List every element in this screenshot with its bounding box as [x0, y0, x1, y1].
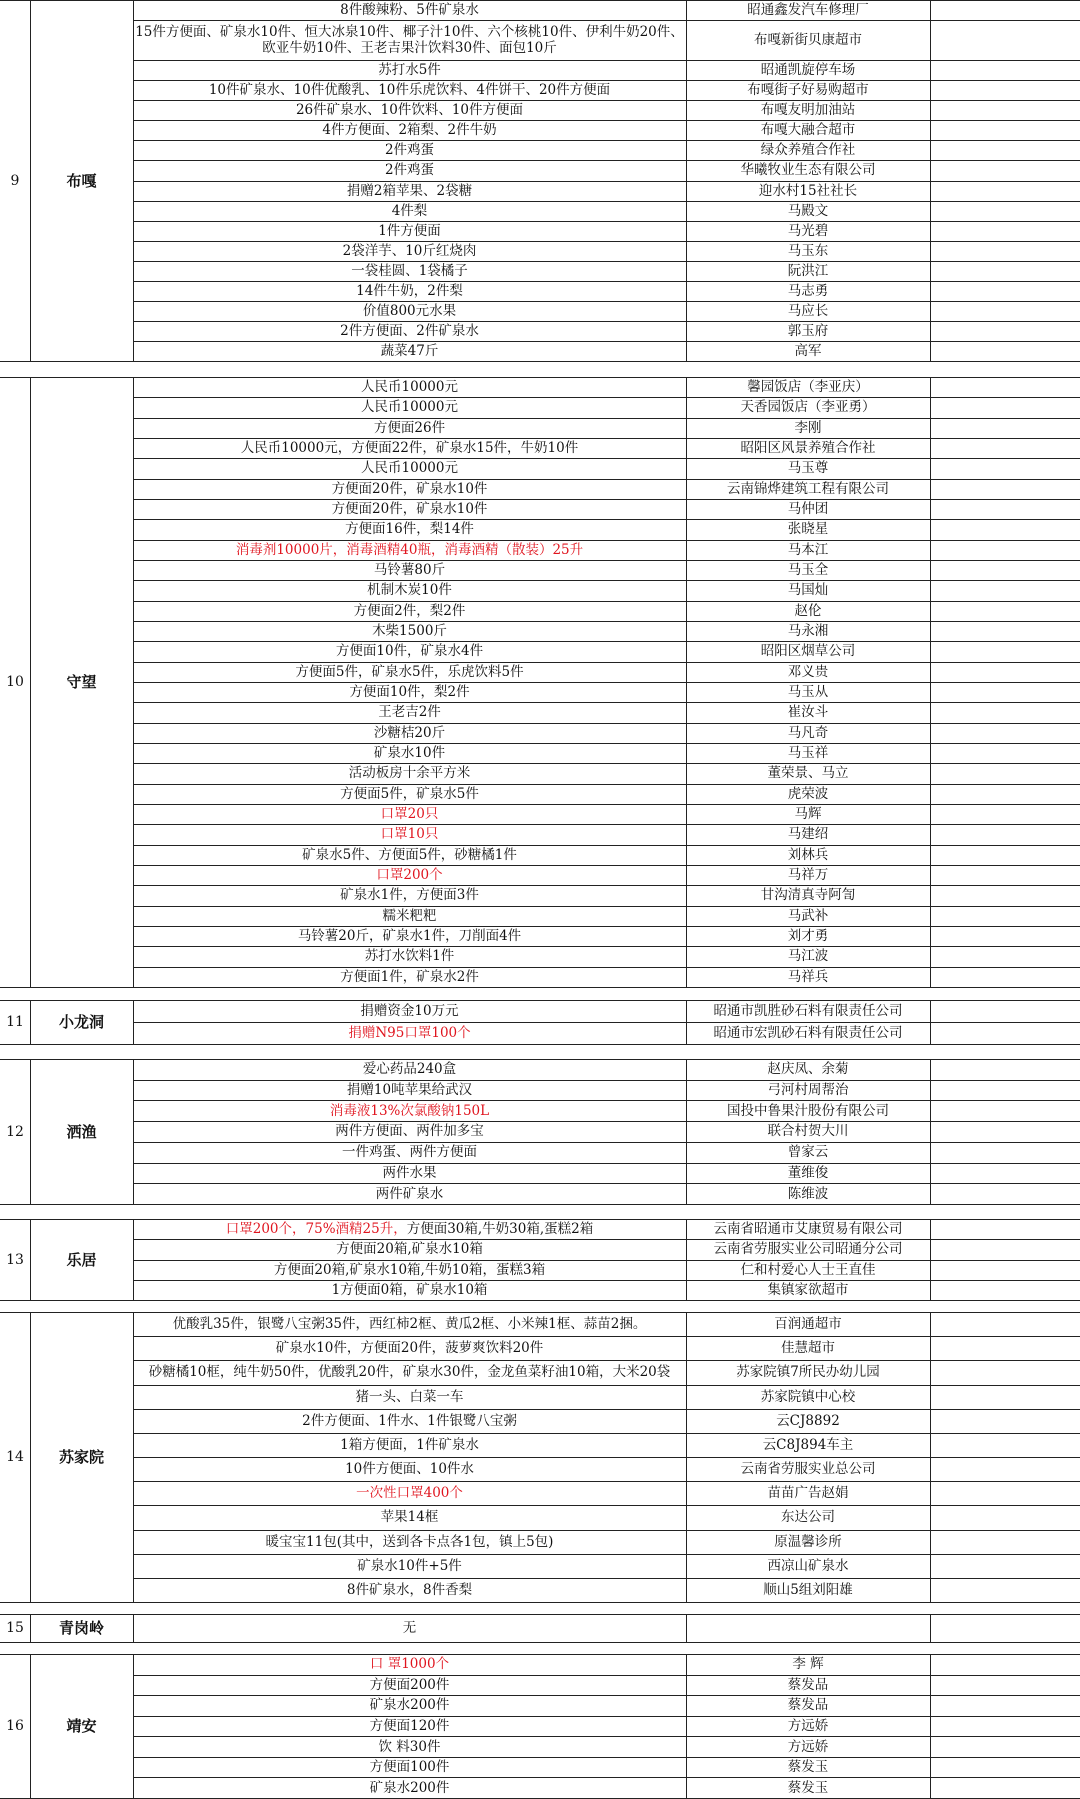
- column-rule: [686, 1654, 687, 1798]
- donation-item: 矿泉水1件，方便面3件: [340, 887, 479, 904]
- donor-name: 马玉东: [787, 242, 829, 259]
- donor-name: 蔡发玉: [787, 1779, 829, 1796]
- donor-name: 马祥万: [787, 867, 829, 884]
- donor-name: 蔡发玉: [787, 1759, 829, 1776]
- donation-item: 人民币10000元: [361, 460, 458, 477]
- donor-name: 马永湘: [787, 623, 829, 640]
- donation-item: 人民币10000元: [361, 399, 458, 416]
- donation-item: 两件方便面、两件加多宝: [335, 1123, 484, 1140]
- column-rule: [686, 0, 687, 361]
- donation-item: 矿泉水200件: [369, 1779, 450, 1796]
- donation-item: 优酸乳35件，银鹭八宝粥35件，西红柿2框、黄瓜2框、小米辣1框、蒜苗2捆。: [172, 1316, 647, 1333]
- donation-item: 4件梨: [391, 202, 428, 219]
- column-rule: [686, 377, 687, 987]
- donor-name: 馨园饭店（李亚庆）: [747, 379, 869, 396]
- donor-name: 李 辉: [792, 1656, 824, 1673]
- donor-name: 昭通市凯胜砂石料有限责任公司: [713, 1003, 903, 1019]
- donor-name: 云南省劳服实业总公司: [740, 1461, 876, 1478]
- donation-item: 一件鸡蛋、两件方便面: [342, 1144, 477, 1161]
- donation-item: 暖宝宝11包(其中，送到各卡点各1包，镇上5包): [265, 1533, 554, 1550]
- donation-item: [135, 1219, 684, 1239]
- table-rule: [0, 1300, 1080, 1301]
- column-rule: [30, 1000, 31, 1044]
- donor-name: 佳慧超市: [781, 1340, 835, 1357]
- table-rule: [0, 1044, 1080, 1045]
- column-rule: [133, 1219, 134, 1300]
- donor-name: 华曦牧业生态有限公司: [740, 162, 876, 179]
- donor-name: 董维俊: [787, 1164, 829, 1181]
- donor-name: 马玉全: [787, 562, 829, 579]
- donation-item: 4件方便面、2箱梨、2件牛奶: [322, 122, 497, 139]
- donor-name: 天香园饭店（李亚勇）: [740, 399, 876, 416]
- donor-name: 马玉祥: [787, 745, 829, 762]
- column-rule: [930, 1059, 931, 1204]
- group-number: 11: [6, 1014, 24, 1030]
- donation-item: 方便面2件，梨2件: [353, 602, 466, 619]
- donation-item: 方便面10件，梨2件: [349, 684, 470, 701]
- donor-name: 集镇家欲超市: [767, 1281, 849, 1298]
- donor-name: 曾家云: [787, 1144, 829, 1161]
- donor-name: 马国灿: [787, 582, 829, 599]
- donation-item: 人民币10000元: [361, 379, 458, 396]
- column-rule: [30, 0, 31, 361]
- donation-item: 价值800元水果: [362, 302, 457, 319]
- donor-name: 云C8J894车主: [762, 1436, 854, 1453]
- donation-item: 活动板房十余平方米: [348, 765, 471, 782]
- donation-item: 口罩20只: [380, 806, 439, 823]
- group-number: 9: [10, 172, 20, 189]
- donation-item: 蔬菜47斤: [380, 342, 439, 359]
- donation-item: 方便面1件，矿泉水2件: [340, 968, 479, 985]
- donor-name: 张晓星: [787, 521, 829, 538]
- donor-name: 布嘎友明加油站: [760, 102, 856, 119]
- donation-item: 无: [402, 1620, 417, 1636]
- donation-item: 马铃薯20斤，矿泉水1件，刀削面4件: [297, 928, 522, 945]
- donor-name: 布嘎大融合超市: [760, 122, 856, 139]
- donation-item: 木柴1500斤: [372, 623, 447, 640]
- donor-name: 马殿文: [787, 202, 829, 219]
- town-name: 守望: [66, 673, 97, 691]
- donor-name: 马建绍: [787, 826, 829, 843]
- donation-item: 马铃薯80斤: [373, 562, 446, 579]
- column-rule: [133, 1654, 134, 1798]
- donation-item: 方便面10件，矿泉水4件: [335, 643, 484, 660]
- donor-name: 云CJ8892: [776, 1412, 840, 1429]
- donor-name: 布嘎街子好易购超市: [747, 82, 869, 99]
- donation-item: 方便面16件，梨14件: [345, 521, 474, 538]
- donation-item: 15件方便面、矿泉水10件、恒大冰泉10件、椰子汁10件、六个核桃10件、伊利牛奶20件、欧亚牛奶10件、王老吉果汁饮料30件、面包10斤: [135, 24, 684, 57]
- donor-name: 弓河村周帮治: [767, 1082, 849, 1099]
- donation-item: 糯米粑粑: [382, 907, 437, 924]
- donor-name: 布嘎新街贝康超市: [754, 32, 862, 49]
- donor-name: 昭通凯旋停车场: [760, 62, 856, 79]
- donor-name: 马应长: [787, 302, 829, 319]
- donor-name: 马玉尊: [787, 460, 829, 477]
- donation-item: 矿泉水200件: [369, 1697, 450, 1714]
- donation-item: 14件牛奶，2件梨: [356, 282, 463, 299]
- donor-name: 西凉山矿泉水: [767, 1557, 849, 1574]
- donation-item: 消毒液13%次氯酸钠150L: [329, 1102, 490, 1119]
- donor-name: 东达公司: [781, 1509, 835, 1526]
- donor-name: 方远娇: [787, 1717, 829, 1734]
- donation-item: 方便面200件: [369, 1676, 450, 1693]
- donor-name: 苗苗广告赵娟: [767, 1485, 849, 1502]
- donor-name: 昭阳区风景养殖合作社: [740, 440, 876, 457]
- group-number: 15: [6, 1620, 24, 1636]
- donor-name: 崔汝斗: [787, 704, 829, 721]
- donor-name: 马仲团: [787, 501, 829, 518]
- group-number: 13: [6, 1251, 24, 1268]
- donor-name: 绿众养殖合作社: [760, 142, 856, 159]
- column-rule: [930, 1654, 931, 1798]
- donor-name: 昭通市宏凯砂石料有限责任公司: [713, 1025, 903, 1041]
- town-name: 小龙洞: [58, 1013, 104, 1031]
- donation-item: 饮 料30件: [378, 1738, 441, 1755]
- column-rule: [686, 1000, 687, 1044]
- donor-name: 郭玉府: [787, 322, 829, 339]
- column-rule: [30, 1219, 31, 1300]
- donor-name: 云南省劳服实业公司昭通分公司: [713, 1241, 903, 1258]
- donor-name: 虎荣波: [787, 785, 829, 802]
- column-rule: [133, 1614, 134, 1642]
- donor-name: 陈维波: [787, 1185, 829, 1202]
- column-rule: [30, 1059, 31, 1204]
- donation-item: 两件水果: [382, 1164, 437, 1181]
- donation-item: 人民币10000元，方便面22件，矿泉水15件，牛奶10件: [240, 440, 579, 457]
- donation-item: 1件方便面: [378, 222, 441, 239]
- column-rule: [133, 1000, 134, 1044]
- donation-item: 苏打水5件: [378, 62, 441, 79]
- donor-name: 马辉: [794, 806, 822, 823]
- donation-item: 苹果14框: [380, 1509, 439, 1526]
- donation-item: 2件方便面、2件矿泉水: [340, 322, 479, 339]
- donor-name: 马武补: [787, 907, 829, 924]
- donation-item: 矿泉水10件+5件: [357, 1557, 462, 1574]
- donation-item: 10件矿泉水、10件优酸乳、10件乐虎饮料、4件饼干、20件方便面: [208, 82, 611, 99]
- donation-item: 方便面120件: [369, 1717, 450, 1734]
- donor-name: 李刚: [794, 419, 822, 436]
- donor-name: 百润通超市: [774, 1316, 842, 1333]
- donation-item: 苏打水饮料1件: [364, 948, 455, 965]
- donation-item: 8件矿泉水，8件香梨: [346, 1581, 473, 1598]
- group-number: 10: [6, 674, 24, 690]
- donation-item: 一次性口罩400个: [356, 1485, 463, 1502]
- column-rule: [30, 1654, 31, 1798]
- table-rule: [0, 1602, 1080, 1603]
- donor-name: 顺山5组刘阳雄: [763, 1581, 853, 1598]
- donation-item: 1方便面0箱，矿泉水10箱: [331, 1281, 488, 1298]
- donor-name: 马江波: [787, 948, 829, 965]
- donor-name: 云南省昭通市艾康贸易有限公司: [713, 1221, 903, 1238]
- donation-item: 10件方便面、10件水: [345, 1461, 474, 1478]
- donation-item: 矿泉水10件: [373, 745, 446, 762]
- donation-item-highlight: 口罩200个，75%酒精25升，: [225, 1221, 407, 1238]
- donor-name: 马凡奇: [787, 724, 829, 741]
- donor-name: 联合村贺大川: [767, 1123, 849, 1140]
- donor-name: 刘林兵: [787, 846, 829, 863]
- donation-item: 口 罩1000个: [369, 1656, 450, 1673]
- donor-name: 苏家院镇中心校: [760, 1388, 856, 1405]
- donation-item: 捐赠2箱苹果、2袋糖: [346, 182, 473, 199]
- donation-item: 方便面20箱,矿泉水10箱: [336, 1241, 483, 1258]
- donation-item: 矿泉水5件、方便面5件，砂糖橘1件: [302, 846, 517, 863]
- donor-name: 昭通鑫发汽车修理厂: [747, 2, 869, 19]
- donation-item: 捐赠N95口罩100个: [348, 1025, 471, 1041]
- column-rule: [133, 1059, 134, 1204]
- donation-item: 机制木炭10件: [367, 582, 452, 599]
- column-rule: [930, 1614, 931, 1642]
- donor-name: 邓义贵: [787, 663, 829, 680]
- column-rule: [930, 1219, 931, 1300]
- town-name: 布嘎: [66, 171, 97, 190]
- column-rule: [686, 1312, 687, 1602]
- donation-item: 方便面20件，矿泉水10件: [331, 501, 488, 518]
- column-rule: [686, 1614, 687, 1642]
- donor-name: 马玉从: [787, 684, 829, 701]
- town-name: 乐居: [66, 1250, 97, 1269]
- donor-name: 赵庆凤、余菊: [767, 1061, 849, 1078]
- donation-item: 沙糖桔20斤: [373, 724, 446, 741]
- donation-item: 消毒剂10000片，消毒酒精40瓶，消毒酒精（散装）25升: [235, 541, 584, 558]
- column-rule: [930, 0, 931, 361]
- donation-item: 矿泉水10件，方便面20件，菠萝爽饮料20件: [275, 1340, 544, 1357]
- table-rule: [0, 361, 1080, 362]
- group-number: 16: [6, 1718, 24, 1734]
- group-number: 12: [6, 1123, 24, 1140]
- donor-name: 云南锦烨建筑工程有限公司: [727, 480, 889, 497]
- donation-item: 捐赠资金10万元: [360, 1003, 459, 1019]
- donation-item: 一袋桂圆、1袋橘子: [351, 262, 468, 279]
- donor-name: 马光碧: [787, 222, 829, 239]
- town-name: 苏家院: [58, 1448, 104, 1466]
- column-rule: [30, 1614, 31, 1642]
- column-rule: [686, 1059, 687, 1204]
- column-rule: [30, 1312, 31, 1602]
- donation-item: 2件方便面、1件水、1件银鹭八宝粥: [302, 1412, 517, 1429]
- donor-name: 高军: [794, 342, 822, 359]
- donor-name: [688, 1614, 928, 1642]
- donor-name: 马志勇: [787, 282, 829, 299]
- donation-item: 方便面26件: [373, 419, 446, 436]
- table-rule: [0, 1642, 1080, 1643]
- donor-name: 刘才勇: [787, 928, 829, 945]
- column-rule: [133, 377, 134, 987]
- donor-name: 董荣景、马立: [767, 765, 849, 782]
- column-rule: [930, 1000, 931, 1044]
- donor-name: 马祥兵: [787, 968, 829, 985]
- table-rule: [0, 987, 1080, 988]
- town-name: 青岗岭: [58, 1619, 104, 1637]
- column-rule: [133, 1312, 134, 1602]
- donor-name: 阮洪江: [787, 262, 829, 279]
- column-rule: [133, 0, 134, 361]
- column-rule: [30, 377, 31, 987]
- donation-item: 2袋洋芋、10斤红烧肉: [342, 242, 477, 259]
- column-rule: [930, 377, 931, 987]
- donation-item: 口罩200个: [376, 867, 443, 884]
- donation-item: 方便面5件，矿泉水5件，乐虎饮料5件: [295, 663, 524, 680]
- donor-name: 仁和村爱心人士王直佳: [740, 1261, 876, 1278]
- town-name: 靖安: [66, 1717, 97, 1735]
- donation-item: 猪一头、白菜一车: [355, 1388, 464, 1405]
- donor-name: 昭阳区烟草公司: [760, 643, 856, 660]
- donation-item: 2件鸡蛋: [384, 142, 435, 159]
- donation-item: 两件矿泉水: [375, 1185, 444, 1202]
- donor-name: 方远娇: [787, 1738, 829, 1755]
- donation-item: 2件鸡蛋: [384, 162, 435, 179]
- donor-name: 蔡发品: [787, 1676, 829, 1693]
- donation-item: 捐赠10吨苹果给武汉: [346, 1082, 473, 1099]
- donation-item: 26件矿泉水、10件饮料、10件方便面: [295, 102, 524, 119]
- donation-item: 砂糖橘10框，纯牛奶50件，优酸乳20件，矿泉水30件，金龙鱼菜籽油10箱，大米20袋: [148, 1364, 671, 1381]
- donation-item: 爱心药品240盒: [362, 1061, 457, 1078]
- donation-item: 方便面20件，矿泉水10件: [331, 480, 488, 497]
- group-number: 14: [6, 1449, 24, 1465]
- donor-name: 蔡发品: [787, 1697, 829, 1714]
- donation-item: 方便面5件，矿泉水5件: [340, 785, 479, 802]
- table-rule: [0, 1204, 1080, 1205]
- donor-name: 苏家院镇7所民办幼儿园: [736, 1364, 880, 1381]
- donation-item: 方便面100件: [369, 1759, 450, 1776]
- donor-name: 马本江: [787, 541, 829, 558]
- donor-name: 国投中鲁果汁股份有限公司: [727, 1102, 889, 1119]
- column-rule: [686, 1219, 687, 1300]
- donation-item: 8件酸辣粉、5件矿泉水: [340, 2, 479, 19]
- donation-item: 方便面20箱,矿泉水10箱,牛奶10箱，蛋糕3箱: [273, 1261, 546, 1278]
- donor-name: 赵伦: [794, 602, 822, 619]
- donor-name: 甘沟清真寺阿訇: [760, 887, 856, 904]
- donation-item: 王老吉2件: [378, 704, 441, 721]
- town-name: 洒渔: [66, 1122, 97, 1141]
- donation-item: 口罩10只: [380, 826, 439, 843]
- column-rule: [930, 1312, 931, 1602]
- donation-item: 1箱方便面，1件矿泉水: [340, 1436, 479, 1453]
- donation-item-rest: 方便面30箱,牛奶30箱,蛋糕2箱: [406, 1221, 594, 1238]
- donor-name: 迎水村15社社长: [758, 182, 858, 199]
- donor-name: 原温馨诊所: [774, 1533, 842, 1550]
